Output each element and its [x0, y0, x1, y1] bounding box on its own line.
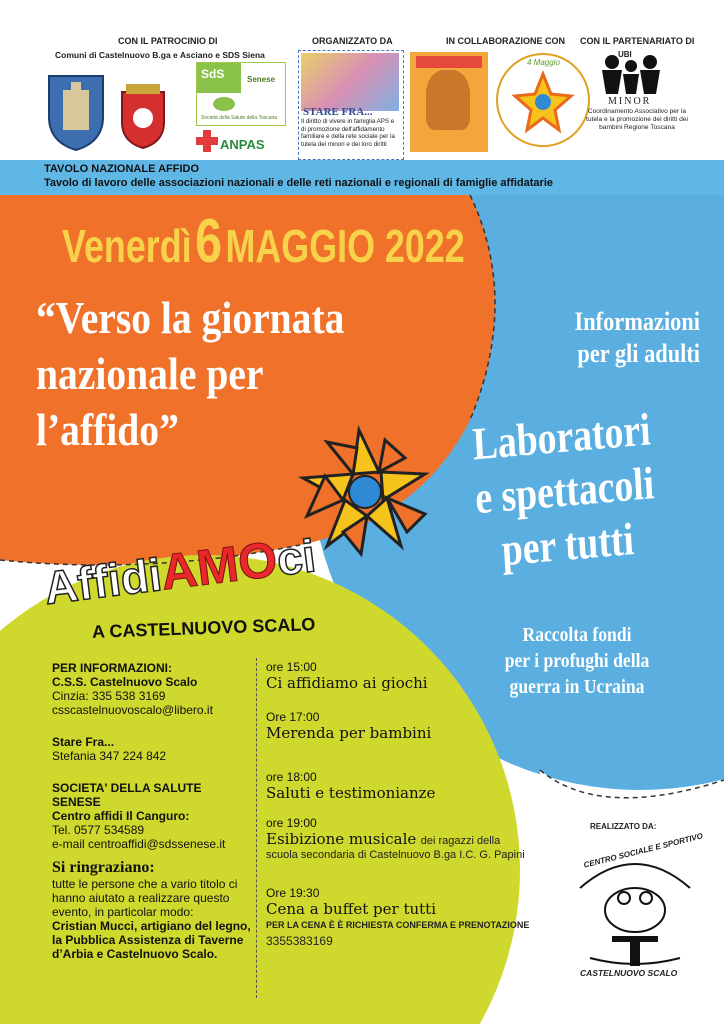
cena-phone: 3355383169	[266, 934, 333, 948]
brand-ci: ci	[273, 529, 319, 586]
stare-fra-text: Il diritto di vivere in famiglia APS e di promozione dell'affidamento familiare e della rete sociale per la tutela dei minori e dei loro diritti	[301, 118, 395, 148]
thanks-line4: Cristian Mucci, artigiano del legno,	[52, 919, 251, 933]
lab-line2: e spettacoli	[473, 457, 656, 524]
ubi-bottom: MINOR	[608, 96, 652, 107]
schedule	[266, 660, 566, 948]
column-divider	[256, 658, 257, 998]
stare-fra-illustration	[301, 53, 399, 111]
cena-note: PER LA CENA È È RICHIESTA CONFERMA E PRENOTAZIONE	[266, 920, 530, 930]
schedule-item	[266, 770, 566, 816]
info-email2[interactable]: e-mail centroaffidi@sdssenese.it	[52, 837, 226, 851]
info-cinzia: Cinzia: 335 538 3169	[52, 689, 166, 703]
info-email1[interactable]: csscastelnuovoscalo@libero.it	[52, 703, 213, 717]
anpas-label: ANPAS	[220, 137, 265, 152]
sds-logo-text: SdS	[201, 67, 225, 81]
patrocinio-text: Comuni di Castelnuovo B.ga e Asciano e SDS Siena	[55, 50, 265, 60]
schedule-activity: Merenda per bambini	[266, 724, 432, 742]
date-prefix: Venerdì	[62, 220, 192, 272]
info-adulti	[528, 306, 700, 370]
date-day: 6	[195, 207, 223, 276]
organizzato-label: ORGANIZZATO DA	[312, 36, 393, 46]
schedule-item	[266, 660, 566, 710]
raccolta-line3: guerra in Ucraina	[509, 676, 645, 698]
brand-affidi: Affidi	[41, 548, 165, 615]
schedule-item	[266, 886, 566, 948]
date-rest: MAGGIO 2022	[225, 220, 465, 272]
info-ringraziano: Si ringraziano:	[52, 859, 155, 876]
info-centro: Centro affidi Il Canguro:	[52, 809, 190, 823]
info-stare: Stare Fra...	[52, 735, 115, 749]
schedule-time: ore 18:00	[266, 770, 317, 784]
schedule-time: ore 15:00	[266, 660, 317, 674]
title-line3: l’affido”	[36, 404, 179, 455]
info-societa: SOCIETA' DELLA SALUTE SENESE	[52, 781, 202, 809]
lab-line3: per tutti	[500, 513, 636, 576]
realizzato-bottom: CASTELNUOVO SCALO	[580, 968, 678, 978]
partenariato-label: CON IL PARTENARIATO DI	[580, 36, 695, 46]
collaborazione-label: IN COLLABORAZIONE CON	[446, 36, 565, 46]
ubi-top: UBI	[618, 50, 632, 59]
raccolta-line1: Raccolta fondi	[522, 624, 632, 646]
info-heading: PER INFORMAZIONI:	[52, 661, 172, 675]
schedule-item	[266, 710, 566, 770]
schedule-time: Ore 17:00	[266, 710, 320, 724]
thanks-line6: d’Arbia e Castelnuovo Scalo.	[52, 947, 218, 961]
info-line2: per gli adulti	[577, 339, 700, 368]
title-line2: nazionale per	[36, 348, 264, 399]
schedule-extra: dei ragazzi della	[420, 835, 501, 847]
raccolta-line2: per i profughi della	[504, 650, 650, 672]
info-column	[52, 661, 252, 961]
thanks-line2: hanno aiutato a realizzare questo	[52, 891, 230, 905]
thanks-line1: tutte le persone che a vario titolo ci	[52, 877, 238, 891]
schedule-time: ore 19:00	[266, 816, 317, 830]
info-line1: Informazioni	[574, 307, 700, 336]
asciano-crest-icon	[118, 82, 168, 150]
ubi-text: Coordinamento Associativo per la tutela e la promozione dei diritti dei bambini Regione Toscana	[586, 108, 688, 131]
schedule-activity: Ci affidiamo ai giochi	[266, 674, 428, 692]
schedule-activity: Saluti e testimonianze	[266, 784, 436, 802]
stare-fra-box	[298, 50, 404, 160]
laboratori-spettacoli	[445, 400, 683, 581]
anpas-cross-icon	[196, 130, 218, 152]
schedule-activity: Esibizione musicale	[266, 830, 417, 848]
thanks-line5: la Pubblica Assistenza di Taverne	[52, 933, 244, 947]
schedule-activity: Cena a buffet per tutti	[266, 900, 436, 918]
title-line1: “Verso la giornata	[36, 292, 345, 343]
schedule-time: Ore 19:30	[266, 886, 320, 900]
stare-fra-title: STARE FRA...	[303, 106, 373, 118]
event-date	[62, 206, 465, 277]
info-css: C.S.S. Castelnuovo Scalo	[52, 675, 198, 689]
realizzato-top: CENTRO SOCIALE E SPORTIVO	[582, 831, 704, 870]
sds-subtitle: Società della Salute della Toscana	[201, 115, 278, 121]
schedule-extra2: scuola secondaria di Castelnuovo B.ga I.C. G. Papini	[266, 849, 525, 861]
4maggio-text: 4 Maggio	[527, 58, 560, 67]
canguro-logo	[410, 52, 488, 152]
thanks-line3: evento, in particolar modo:	[52, 905, 194, 919]
sds-logo	[196, 62, 286, 126]
sds-name: Senese	[247, 75, 276, 84]
banner-line1: TAVOLO NAZIONALE AFFIDO	[44, 163, 200, 175]
info-stefania: Stefania 347 224 842	[52, 749, 167, 763]
schedule-item	[266, 816, 566, 886]
realizzato-label: REALIZZATO DA:	[590, 822, 657, 831]
banner-line2: Tavolo di lavoro delle associazioni nazionali e delle reti nazionali e regionali di famiglie affidatarie	[44, 177, 553, 189]
castelnuovo-crest-icon	[45, 72, 107, 152]
patrocinio-label: CON IL PATROCINIO DI	[118, 36, 218, 46]
lab-line1: Laboratori	[471, 403, 652, 470]
brand-place: A CASTELNUOVO SCALO	[91, 614, 316, 642]
info-tel: Tel. 0577 534589	[52, 823, 145, 837]
brand-amo: AMO	[157, 530, 281, 601]
